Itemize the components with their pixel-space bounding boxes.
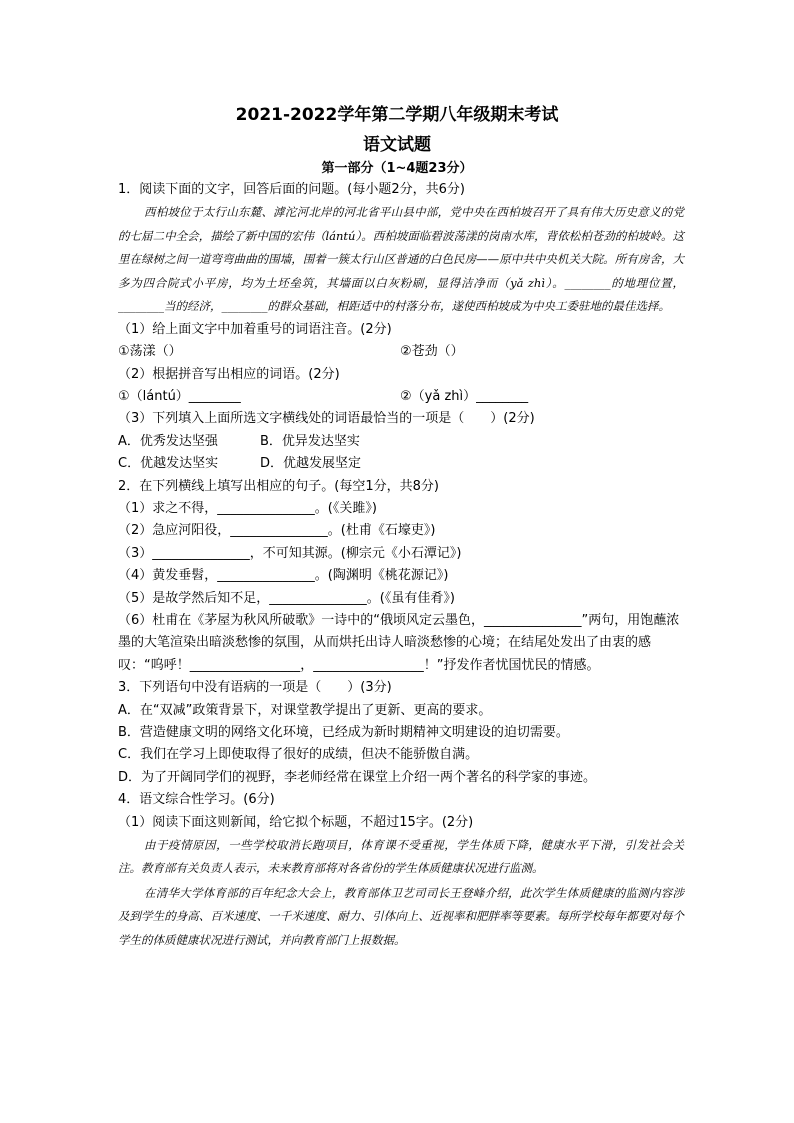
questions — [118, 179, 684, 952]
q1-sub2-b: ②（yǎ zhì）________ — [400, 389, 529, 405]
q4-news-paragraph-2: 在清华大学体育部的百年纪念大会上，教育部体卫艺司司长王登峰介绍，此次学生体质健康的监测内容涉及到学生的身高、百米速度、一千米速度、耐力、引体向上、近视率和肥胖率等要素。每所学校每年都要对每个学生的体质健康状况进行测试，并向教育部门上报数据。 — [118, 885, 684, 947]
q2-line-6: （6）杜甫在《茅屋为秋风所破歌》一诗中的“俄顷风定云墨色，_______________”两句，用饱蘸浓墨的大笔渲染出暗淡愁惨的氛围，从而烘托出诗人暗淡愁惨的心境；在结尾处发出了由衷的感叹：“呜呼！_________________，_________________！”抒发作者忧国忧民的情感。 — [118, 612, 680, 673]
q2-line-2: （2）急应河阳役，_______________。(杜甫《石壕吏》) — [118, 523, 436, 539]
q1-sub2-a: ①（lántú）________ — [118, 389, 241, 405]
q3-option-c: C．我们在学习上即使取得了很好的成绩，但决不能骄傲自满。 — [118, 747, 479, 763]
q1-option-b: B．优异发达坚实 — [260, 433, 360, 449]
q3-option-b: B．营造健康文明的网络文化环境，已经成为新时期精神文明建设的迫切需要。 — [118, 724, 569, 740]
q1-sub2: （2）根据拼音写出相应的词语。(2分) — [118, 366, 340, 382]
q4-news-paragraph-1: 由于疫情原因，一些学校取消长跑项目，体育课不受重视，学生体质下降，健康水平下滑，引发社会关注。教育部有关负责人表示，未来教育部将对各省份的学生体质健康状况进行监测。 — [118, 837, 684, 876]
q1-sub1-options — [118, 341, 684, 363]
q2-line-5: （5）是故学然后知不足，_______________。(《虽有佳肴》) — [118, 590, 455, 606]
q1-sub2-options — [118, 386, 684, 408]
q1-option-d: D．优越发展坚定 — [260, 456, 362, 472]
q2-stem: 2．在下列横线上填写出相应的句子。(每空1分，共8分) — [118, 478, 439, 494]
q1-sub1-b: ②苍劲（） — [400, 344, 464, 360]
q1-sub3: （3）下列填入上面所选文字横线处的词语最恰当的一项是（ ）(2分) — [118, 411, 535, 427]
q2-line-4: （4）黄发垂髫，_______________。(陶渊明《桃花源记》) — [118, 568, 449, 584]
q1-stem: 1．阅读下面的文字，回答后面的问题。(每小题2分，共6分) — [118, 182, 465, 197]
q4-sub1: （1）阅读下面这则新闻，给它拟个标题，不超过15字。(2分) — [118, 814, 474, 830]
q1-passage: 西柏坡位于太行山东麓、滹沱河北岸的河北省平山县中部，党中央在西柏坡召开了具有伟大历史意义的党的七届二中全会，描绘了新中国的宏伟（lántú）。西柏坡面临碧波荡漾的岗南水库，背依松柏苍劲的柏坡岭。这里在绿树之间一道弯弯曲曲的围墙，围着一簇太行山区普通的白色民房——原中共中央机关大院。所有房舍，大多为四合院式小平房，均为土坯垒筑，其墙面以白灰粉刷，显得洁净而（yǎ zhì）。________的地理位置，________当的经济，________的群众基础，相距适中的村落分布，遂使西柏坡成为中央工委驻地的最佳选择。 — [118, 205, 684, 314]
exam-subject: 语文试题 — [363, 135, 431, 155]
q3-option-a: A．在“双减”政策背景下，对课堂教学提出了更新、更高的要求。 — [118, 702, 492, 718]
q3-stem: 3．下列语句中没有语病的一项是（ ）(3分) — [118, 680, 392, 696]
q1-sub1: （1）给上面文字中加着重号的词语注音。(2分) — [118, 321, 392, 337]
q1-options-cd — [118, 453, 684, 475]
q1-sub1-a: ①荡漾（） — [118, 344, 182, 360]
q2-line-1: （1）求之不得，_______________。(《关雎》) — [118, 501, 377, 517]
part-heading: 第一部分（1~4题23分） — [321, 161, 473, 176]
q2-line-3: （3）_______________，不可知其源。(柳宗元《小石潭记》) — [118, 545, 462, 561]
q4-stem: 4．语文综合性学习。(6分) — [118, 792, 275, 808]
q1-options-ab — [118, 431, 684, 453]
exam-title: 2021-2022学年第二学期八年级期末考试 — [235, 105, 559, 125]
q3-option-d: D．为了开阔同学们的视野，李老师经常在课堂上介绍一两个著名的科学家的事迹。 — [118, 769, 597, 785]
q1-option-c: C．优越发达坚实 — [118, 456, 219, 472]
q1-option-a: A．优秀发达坚强 — [118, 433, 218, 449]
